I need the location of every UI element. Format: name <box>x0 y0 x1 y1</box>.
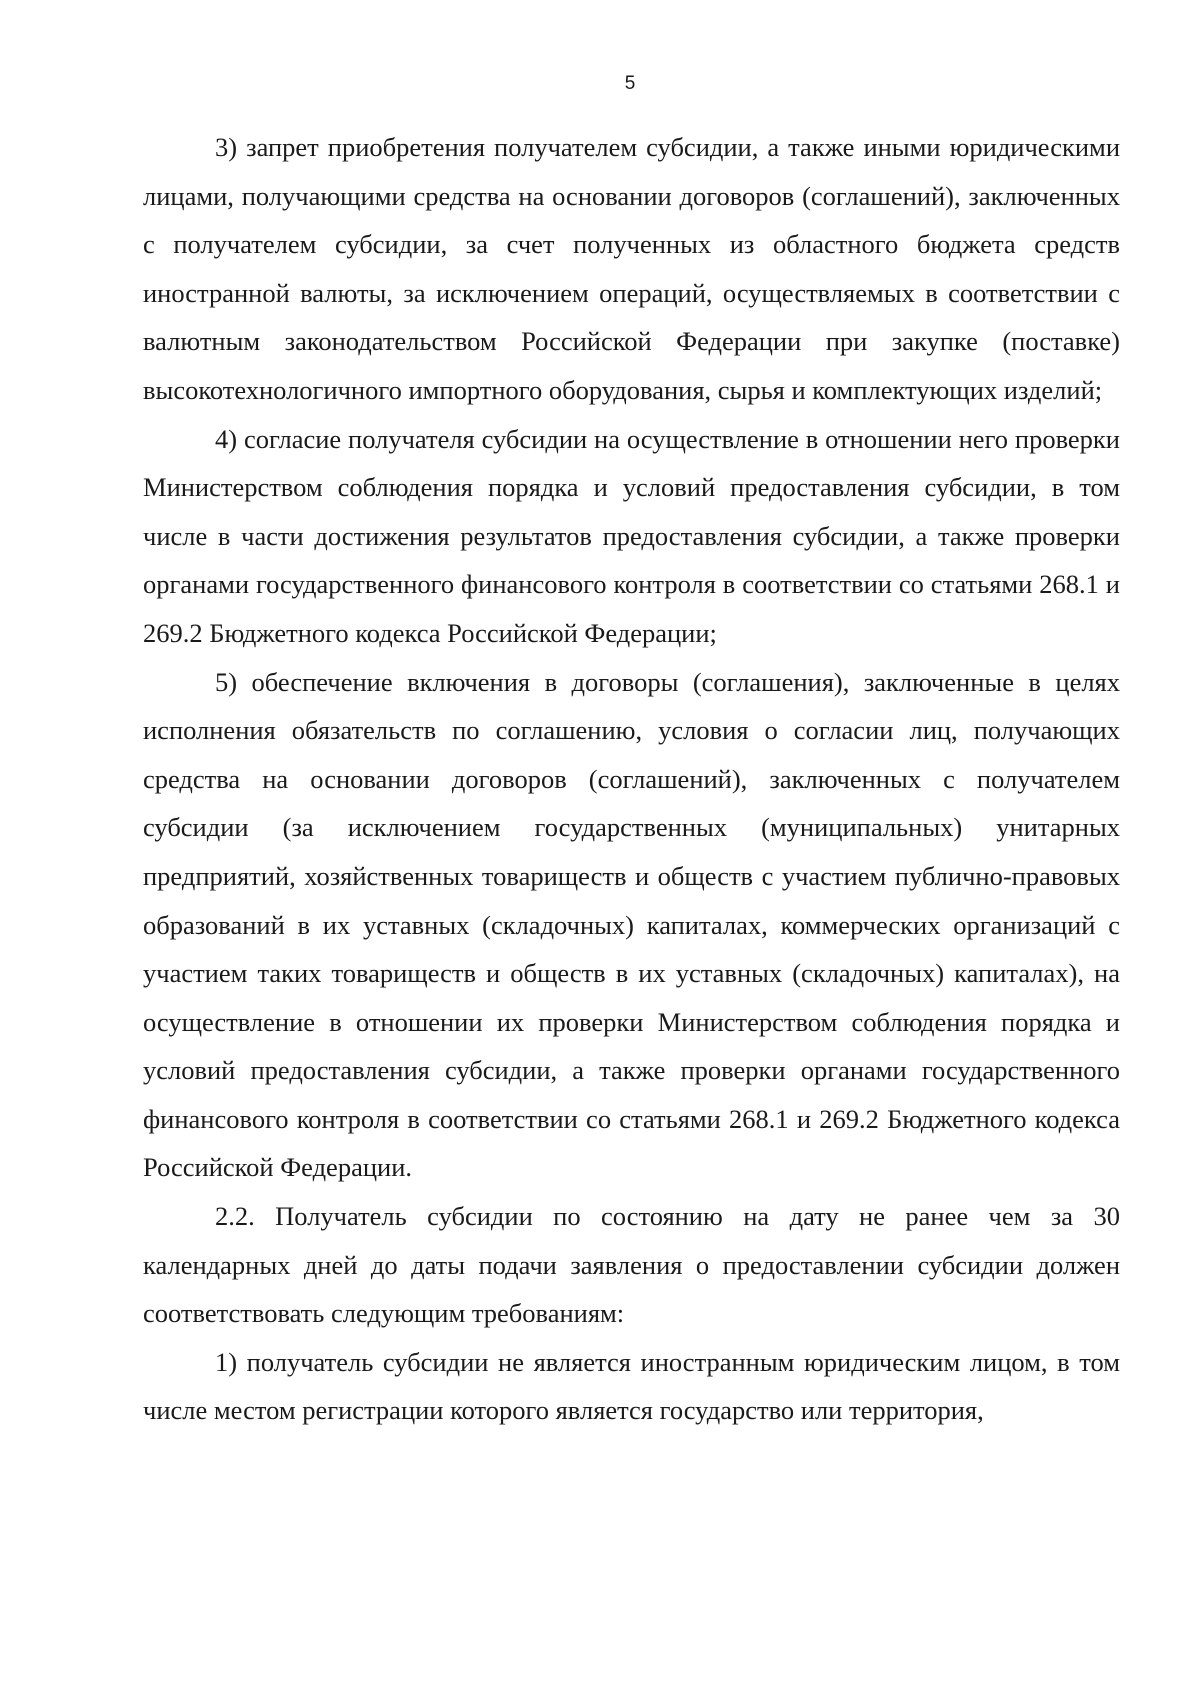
document-body <box>143 123 1120 1435</box>
paragraph-item-3: 3) запрет приобретения получателем субсидии, а также иными юридическими лицами, получающими средства на основании договоров (соглашений), заключенных с получателем субсидии, за счет полученных из областного бюджета средств иностранной валюты, за исключением операций, осуществляемых в соответствии с валютным законодательством Российской Федерации при закупке (поставке) высокотехнологичного импортного оборудования, сырья и комплектующих изделий; <box>143 132 1120 405</box>
paragraph-requirement-1: 1) получатель субсидии не является иностранным юридическим лицом, в том числе местом регистрации которого является государство или территория, <box>143 1346 1120 1426</box>
page-number: 5 <box>624 73 636 94</box>
paragraph-item-5: 5) обеспечение включения в договоры (соглашения), заключенные в целях исполнения обязательств по соглашению, условия о согласии лиц, получающих средства на основании договоров (соглашений), заключенных с получателем субсидии (за исключением государственных (муниципальных) унитарных предприятий, хозяйственных товариществ и обществ с участием публично-правовых образований в их уставных (складочных) капиталах, коммерческих организаций с участием таких товариществ и обществ в их уставных (складочных) капиталах), на осуществление в отношении их проверки Министерством соблюдения порядка и условий предоставления субсидии, а также проверки органами государственного финансового контроля в соответствии со статьями 268.1 и 269.2 Бюджетного кодекса Российской Федерации. <box>143 666 1120 1183</box>
paragraph-section-2-2: 2.2. Получатель субсидии по состоянию на дату не ранее чем за 30 календарных дней до даты подачи заявления о предоставлении субсидии должен соответствовать следующим требованиям: <box>143 1201 1120 1329</box>
paragraph-item-4: 4) согласие получателя субсидии на осуществление в отношении него проверки Министерством соблюдения порядка и условий предоставления субсидии, в том числе в части достижения результатов предоставления субсидии, а также проверки органами государственного финансового контроля в соответствии со статьями 268.1 и 269.2 Бюджетного кодекса Российской Федерации; <box>143 423 1120 648</box>
